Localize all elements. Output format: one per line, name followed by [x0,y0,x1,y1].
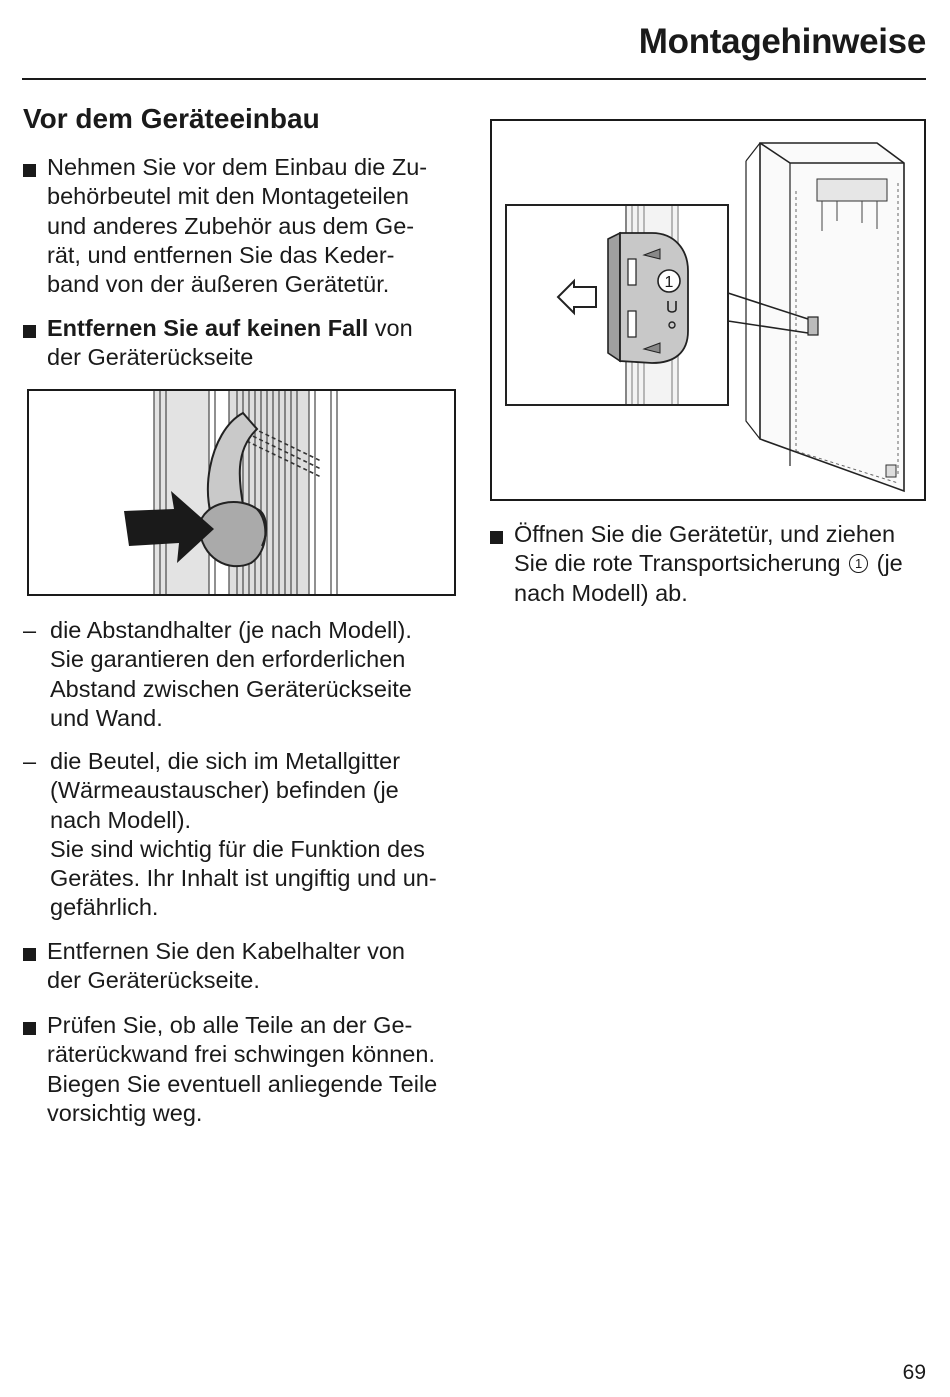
text-line: gefährlich. [50,894,159,921]
text-line: band von der äußeren Gerätetür. [47,271,390,298]
text-line [514,549,930,578]
text-fragment: von [368,315,413,341]
bullet-check-parts [23,1011,468,1128]
text-line: rät, und entfernen Sie das Keder- [47,241,395,268]
text-line: Abstand zwischen Geräterückseite [50,675,412,702]
spacer-drawing [29,391,454,594]
text-line: und Wand. [50,704,163,731]
item-spacers [23,616,463,733]
text-fragment: Sie die rote Transportsicherung [514,550,848,577]
bullet-square-icon [23,948,36,961]
bullet-square-icon [23,1022,36,1035]
callout-label: 1 [664,274,674,291]
text-line: Gerätes. Ihr Inhalt ist ungiftig und un- [50,865,437,892]
text-line: nach Modell) ab. [514,579,688,606]
text-line: (Wärmeaustauscher) befinden (je [50,777,399,804]
text-line: der Geräterückseite [47,344,254,371]
text-line: und anderes Zubehör aus dem Ge- [47,212,415,239]
page-header-title: Montagehinweise [638,22,926,61]
text-line: Öffnen Sie die Gerätetür, und ziehen [514,521,896,547]
text-fragment: (je [870,550,903,577]
text-line: die Beutel, die sich im Metallgitter [50,748,401,774]
bullet-square-icon [23,164,36,177]
bullet-remove-accessories [23,153,463,299]
header-rule [22,78,926,80]
dash-marker: – [23,748,37,774]
text-line: behörbeutel mit den Montageteilen [47,183,409,210]
figure-spacer-illustration [27,389,456,596]
bullet-square-icon [23,325,36,338]
transport-lock-drawing [492,121,924,499]
text-line: die Abstandhalter (je nach Modell). [50,617,412,643]
bullet-square-icon [490,531,503,544]
text-line: Sie sind wichtig für die Funktion des [50,835,425,862]
text-line: Biegen Sie eventuell anliegende Teile [47,1070,438,1097]
bullet-do-not-remove [23,314,463,373]
text-line [47,314,463,343]
text-line: nach Modell). [50,806,192,833]
section-title: Vor dem Geräteeinbau [23,103,320,134]
text-line: Prüfen Sie, ob alle Teile an der Ge- [47,1012,413,1038]
text-line: der Geräterückseite. [47,967,260,994]
warning-emphasis: Entfernen Sie auf keinen Fall [47,315,369,341]
callout-marker: 1 [849,554,868,573]
item-bags [23,747,463,923]
figure-transport-lock-illustration [490,119,926,501]
page-number: 69 [902,1361,926,1384]
text-line: vorsichtig weg. [47,1099,203,1126]
bullet-remove-transport-lock [490,520,930,608]
text-line: Entfernen Sie den Kabelhalter von [47,938,405,964]
text-line: Sie garantieren den erforderlichen [50,646,406,673]
bullet-remove-cable-holder [23,937,463,996]
dash-marker: – [23,617,37,643]
text-line: Nehmen Sie vor dem Einbau die Zu- [47,154,428,180]
text-line: räterückwand frei schwingen können. [47,1041,435,1068]
